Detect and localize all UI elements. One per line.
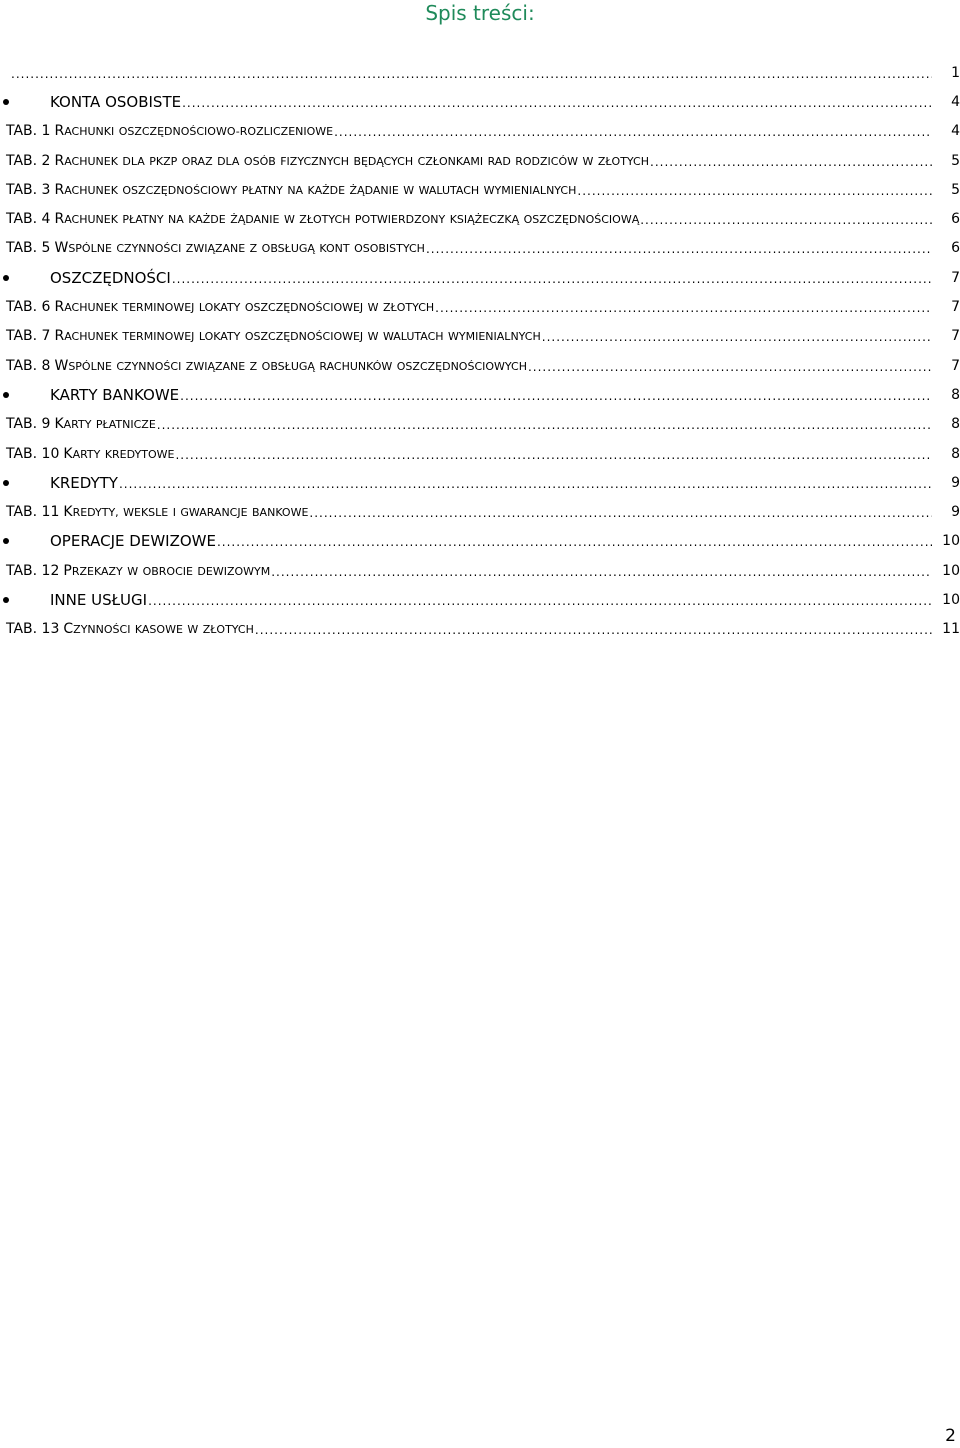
toc-entry[interactable]: [0, 292, 960, 321]
bullet-icon: [3, 392, 9, 398]
toc-entry-title: RACHUNEK PŁATNY NA KAŻDE ŻĄDANIE W ZŁOTYCH POTWIERDZONY KSIĄŻECZKĄ OSZCZĘDNOŚCIOWĄ: [54, 211, 640, 228]
toc-entry-page: 5: [951, 152, 960, 169]
toc-section-title: KONTA OSOBISTE: [50, 92, 182, 111]
toc-section-entry[interactable]: [0, 87, 960, 116]
toc-entry-page: 7: [951, 357, 960, 374]
toc-entry[interactable]: [0, 497, 960, 526]
dot-leader: [577, 183, 932, 197]
toc-entry-prefix: TAB. 10: [6, 445, 60, 462]
page-number: 2: [945, 1426, 956, 1446]
bullet-icon: [3, 538, 9, 544]
toc-entry[interactable]: [0, 58, 960, 87]
toc-section-entry[interactable]: [0, 468, 960, 497]
table-of-contents: [0, 58, 960, 644]
toc-entry[interactable]: [0, 204, 960, 233]
toc-entry-page: 7: [951, 269, 960, 286]
toc-entry[interactable]: [0, 234, 960, 263]
toc-entry[interactable]: [0, 175, 960, 204]
dot-leader: [640, 212, 932, 226]
toc-entry-page: 6: [951, 240, 960, 257]
toc-entry-page: 8: [951, 386, 960, 403]
dot-leader: [119, 476, 932, 490]
dot-leader: [435, 300, 932, 314]
toc-section-entry[interactable]: [0, 263, 960, 292]
toc-section-title: KARTY BANKOWE: [50, 385, 180, 404]
toc-section-entry[interactable]: [0, 585, 960, 614]
toc-entry-prefix: TAB. 9: [6, 416, 51, 433]
toc-entry-title: KARTY PŁATNICZE: [54, 416, 156, 433]
toc-section-entry[interactable]: [0, 380, 960, 409]
toc-section-title: KREDYTY: [50, 473, 118, 492]
toc-entry-title: WSPÓLNE CZYNNOŚCI ZWIĄZANE Z OBSŁUGĄ KONT OSOBISTYCH: [54, 240, 425, 257]
toc-entry-page: 9: [951, 474, 960, 491]
dot-leader: [650, 154, 932, 168]
toc-entry-prefix: TAB. 12: [6, 562, 60, 579]
toc-entry-title: WSPÓLNE CZYNNOŚCI ZWIĄZANE Z OBSŁUGĄ RACHUNKÓW OSZCZĘDNOŚCIOWYCH: [54, 357, 527, 374]
toc-entry-prefix: TAB. 1: [6, 123, 51, 140]
toc-entry-prefix: TAB. 11: [6, 504, 60, 521]
toc-entry-title: RACHUNKI OSZCZĘDNOŚCIOWO-ROZLICZENIOWE: [54, 123, 334, 140]
toc-entry-page: 10: [942, 533, 960, 550]
toc-entry[interactable]: [0, 439, 960, 468]
toc-entry[interactable]: [0, 410, 960, 439]
dot-leader: [11, 66, 932, 80]
dot-leader: [271, 564, 932, 578]
toc-entry[interactable]: [0, 556, 960, 585]
dot-leader: [182, 95, 932, 109]
toc-entry-page: 10: [942, 562, 960, 579]
toc-entry-title: RACHUNEK DLA PKZP ORAZ DLA OSÓB FIZYCZNYCH BĘDĄCYCH CZŁONKAMI RAD RODZICÓW W ZŁOTYCH: [54, 152, 649, 169]
toc-entry-page: 4: [951, 123, 960, 140]
toc-entry-page: 6: [951, 211, 960, 228]
dot-leader: [542, 329, 932, 343]
toc-entry-prefix: TAB. 13: [6, 621, 60, 638]
toc-entry-prefix: TAB. 7: [6, 328, 51, 345]
toc-section-entry[interactable]: [0, 527, 960, 556]
toc-entry-page: 4: [951, 93, 960, 110]
toc-entry-title: KARTY KREDYTOWE: [63, 445, 175, 462]
toc-entry-page: 1: [951, 64, 960, 81]
toc-entry[interactable]: [0, 351, 960, 380]
toc-entry-page: 8: [951, 445, 960, 462]
toc-entry-prefix: TAB. 4: [6, 211, 51, 228]
bullet-icon: [3, 597, 9, 603]
toc-entry-prefix: TAB. 3: [6, 181, 51, 198]
toc-entry[interactable]: [0, 117, 960, 146]
toc-entry-prefix: TAB. 8: [6, 357, 51, 374]
toc-entry-prefix: TAB. 5: [6, 240, 51, 257]
toc-entry[interactable]: [0, 146, 960, 175]
bullet-icon: [3, 99, 9, 105]
toc-entry-title: RACHUNEK TERMINOWEJ LOKATY OSZCZĘDNOŚCIOWEJ W ZŁOTYCH: [54, 299, 435, 316]
toc-entry-title: KREDYTY, WEKSLE I GWARANCJE BANKOWE: [63, 504, 309, 521]
dot-leader: [175, 447, 932, 461]
toc-entry-page: 9: [951, 504, 960, 521]
toc-section-title: OSZCZĘDNOŚCI: [50, 268, 171, 287]
dot-leader: [180, 388, 932, 402]
page-title: Spis treści:: [425, 1, 535, 25]
toc-entry-page: 11: [942, 621, 960, 638]
dot-leader: [528, 359, 932, 373]
dot-leader: [334, 124, 932, 138]
toc-entry-title: PRZEKAZY W OBROCIE DEWIZOWYM: [63, 562, 271, 579]
dot-leader: [309, 505, 932, 519]
toc-section-title: OPERACJE DEWIZOWE: [50, 532, 216, 551]
dot-leader: [148, 593, 932, 607]
dot-leader: [426, 241, 932, 255]
dot-leader: [172, 271, 932, 285]
dot-leader: [255, 622, 932, 636]
toc-entry[interactable]: [0, 322, 960, 351]
dot-leader: [217, 534, 932, 548]
bullet-icon: [3, 480, 9, 486]
bullet-icon: [3, 275, 9, 281]
toc-entry[interactable]: [0, 615, 960, 644]
dot-leader: [157, 417, 932, 431]
toc-entry-title: RACHUNEK TERMINOWEJ LOKATY OSZCZĘDNOŚCIOWEJ W WALUTACH WYMIENIALNYCH: [54, 328, 541, 345]
toc-section-title: INNE USŁUGI: [50, 590, 148, 609]
toc-entry-page: 7: [951, 299, 960, 316]
toc-entry-prefix: TAB. 6: [6, 299, 51, 316]
toc-entry-page: 10: [942, 591, 960, 608]
toc-entry-title: RACHUNEK OSZCZĘDNOŚCIOWY PŁATNY NA KAŻDE ŻĄDANIE W WALUTACH WYMIENIALNYCH: [54, 181, 577, 198]
toc-entry-prefix: TAB. 2: [6, 152, 51, 169]
toc-entry-title: CZYNNOŚCI KASOWE W ZŁOTYCH: [63, 621, 254, 638]
toc-entry-page: 5: [951, 181, 960, 198]
toc-entry-page: 8: [951, 416, 960, 433]
toc-entry-page: 7: [951, 328, 960, 345]
